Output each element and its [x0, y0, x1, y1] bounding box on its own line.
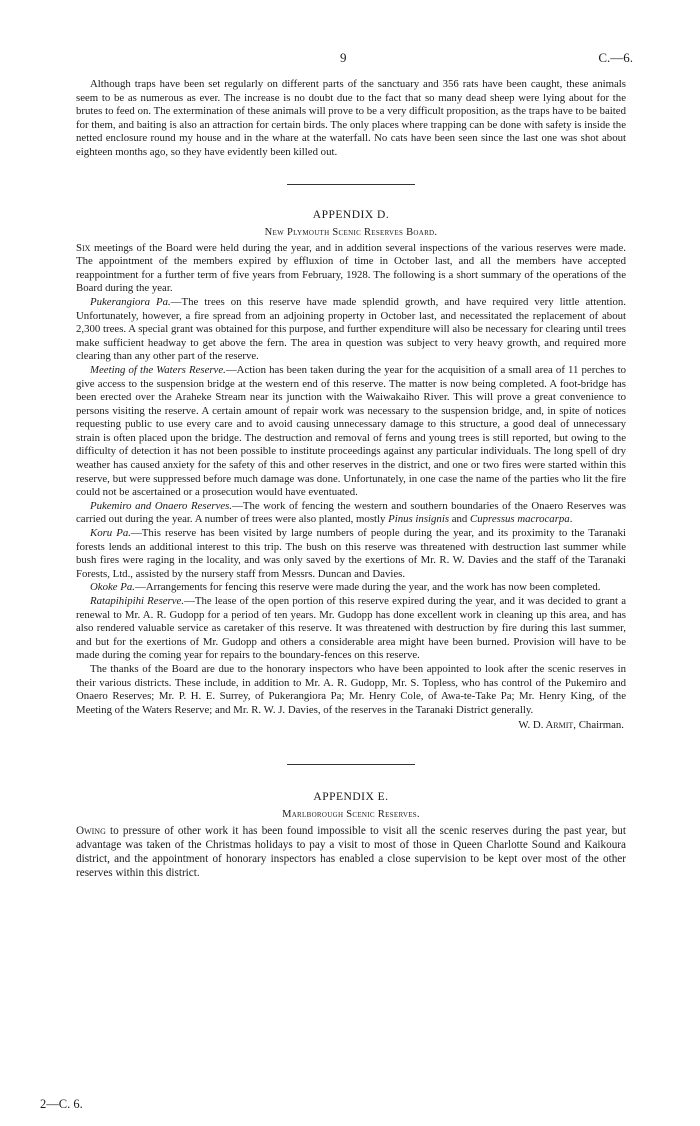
- meeting-of-waters-text: —Action has been taken during the year for the acquisition of a small area of 11 perches to give access to the suspension bridge at the western end of this reserve. The matter is now being completed. A foot-bridge has been erected over the Araheke Stream near its junction with the Waiwakaiho River. This will prove a great convenience to persons visiting the reserve. A certain amount of repair work was necessary to the suspension bridge, and, in spite of notices requesting public to use every care and to avoid causing unnecessary damage to this structure, a good deal of unnecessary strain is often placed upon the bridge. The destruction and removal of ferns and young trees is still reported, but owing to the difficulty of detection it has not been possible to institute proceedings against any particular individuals. The long spell of dry weather has caused anxiety for the safety of this and other reserves in the district, and one or two fires were started within this reserve, but were suppressed before much damage was done. Unfortunately, in one case the name of the parties who lit the fire could not be ascertained or a prosecution would have eventuated.: [76, 363, 627, 499]
- pukemiro-paragraph: [76, 500, 626, 527]
- intro-paragraph: Although traps have been set regularly on different parts of the sanctuary and 356 rats have been caught, these animals seem to be as numerous as ever. The increase is no doubt due to the fact that so many dead sheep were lying about for the brutes to feed on. The extermination of these animals will prove to be a very difficult proposition, as the traps have to be baited for them, and baiting is also an attraction for certain birds. The only places where trapping can be done with safety is inside the netted enclosure round my house and in the whare at the waterfall. No cats have been seen since the last one was shot about eighteen months ago, so they have evidently been killed out.: [76, 78, 626, 158]
- pukerangiora-paragraph: [76, 296, 626, 364]
- pukerangiora-heading: Pukerangiora Pa.: [90, 295, 171, 308]
- signature-mark: 2—C. 6.: [40, 1097, 83, 1111]
- meeting-of-waters-heading: Meeting of the Waters Reserve.: [90, 363, 226, 376]
- pukemiro-end: .: [569, 513, 573, 526]
- thanks-paragraph: The thanks of the Board are due to the honorary inspectors who have been appointed to look after the scenic reserves in their various districts. These include, in addition to Mr. A. R. Gudopp, Mr. S. Topless, who has control of the Pukemiro and Onaero Reserves; Mr. P. H. E. Surrey, of Pukerangiora Pa; Mr. Henry Cole, of Awa-te-Take Pa; Mr. Henry King, of the Meeting of the Waters Reserve; and Mr. R. W. J. Davies, of the reserves in the Taranaki District generally.: [76, 662, 626, 716]
- chairman-signature: [76, 718, 626, 732]
- page-number: 9: [340, 50, 347, 65]
- appendix-e-text: to pressure of other work it has been found impossible to visit all the scenic reserves during the past year, but advantage was taken of the Christmas holidays to pay a visit to most of those in Queen Charlotte Sound and Kaikoura district, and the appointment of honorary inspectors has enabled a close supervision to be kept over most of the other reserves within this district.: [76, 825, 626, 880]
- okoke-text: —Arrangements for fencing this reserve were made during the year, and the work has now been completed.: [134, 581, 601, 594]
- signature-role: Chairman.: [576, 719, 624, 732]
- appendix-e-opening-paragraph: [76, 824, 626, 880]
- page-header: [76, 50, 633, 78]
- section-divider: [287, 184, 415, 185]
- section-divider: [287, 764, 415, 765]
- appendix-e-lead-word: Owing: [76, 825, 106, 838]
- signature-name: W. D. Armit,: [518, 719, 577, 732]
- species-pinus: Pinus insignis: [388, 513, 450, 526]
- species-cupressus: Cupressus macrocarpa: [470, 513, 570, 526]
- pukemiro-text: —The work of fencing the western and southern boundaries of the Onaero Reserves was carried out during the year. A number of trees were also planted, mostly: [76, 499, 626, 526]
- opening-text: meetings of the Board were held during the year, and in addition several inspections of the various reserves were made. The appointment of the members expired by effluxion of time in October last, and all the members have accepted reappointment for a further term of five years from February, 1928. The following is a short summary of the operations of the Board during the year.: [76, 241, 626, 295]
- appendix-d-subtitle: New Plymouth Scenic Reserves Board.: [264, 226, 438, 238]
- appendix-e: [76, 791, 626, 880]
- meeting-of-waters-paragraph: [76, 364, 626, 500]
- okoke-paragraph: [76, 581, 626, 595]
- appendix-e-title: APPENDIX E.: [313, 791, 389, 804]
- species-conjunction: and: [449, 513, 471, 526]
- ratapihipihi-paragraph: [76, 595, 626, 663]
- appendix-d: [76, 209, 626, 733]
- opening-lead-word: Six: [76, 241, 91, 254]
- okoke-heading: Okoke Pa.: [90, 581, 135, 594]
- ratapihipihi-text: —The lease of the open portion of this reserve expired during the year, and it was decided to grant a renewal to Mr. A. R. Gudopp for a period of ten years. Mr. Gudopp has done excellent work in cleaning up this area, and has also rendered valuable service as caretaker of this reserve. It was threatened with destruction by fire during this last summer, and but for the exertions of Mr. Gudopp and others a considerable area might have been burned. Provision will have to be made during the coming year for repairs to the boundary-fences on this reserve.: [76, 595, 626, 662]
- pukerangiora-text: —The trees on this reserve have made splendid growth, and have required very little attention. Unfortunately, however, a fire spread from an adjoining property in October last, and necessitated the replacement of about 2,300 trees. A special grant was obtained for this purpose, and further expenditure will also be necessary for clearing until trees make sufficient headway to get above the fern. The area in question was subject to very heavy growth, and required more clearing than any other part of the reserve.: [76, 295, 626, 363]
- ratapihipihi-heading: Ratapihipihi Reserve.: [90, 595, 185, 607]
- koru-text: —This reserve has been visited by large numbers of people during the year, and its proximity to the Taranaki forests lends an additional interest to this trip. The bush on this reserve was threatened with destruction last summer while bush fires were raging in the locality, and was only saved by the exertions of Mr. R. W. Davies and the staff of the Taranaki Forests, Ltd., assisted by the nursery staff from Messrs. Duncan and Davies.: [76, 527, 626, 580]
- document-page: [76, 50, 633, 880]
- koru-heading: Koru Pa.: [90, 527, 131, 540]
- koru-paragraph: [76, 527, 626, 581]
- pukemiro-heading: Pukemiro and Onaero Reserves.: [90, 499, 233, 512]
- appendix-d-opening-paragraph: [76, 242, 626, 296]
- document-reference: C.—6.: [598, 50, 633, 65]
- appendix-e-subtitle: Marlborough Scenic Reserves.: [282, 809, 420, 821]
- appendix-d-title: APPENDIX D.: [312, 208, 390, 221]
